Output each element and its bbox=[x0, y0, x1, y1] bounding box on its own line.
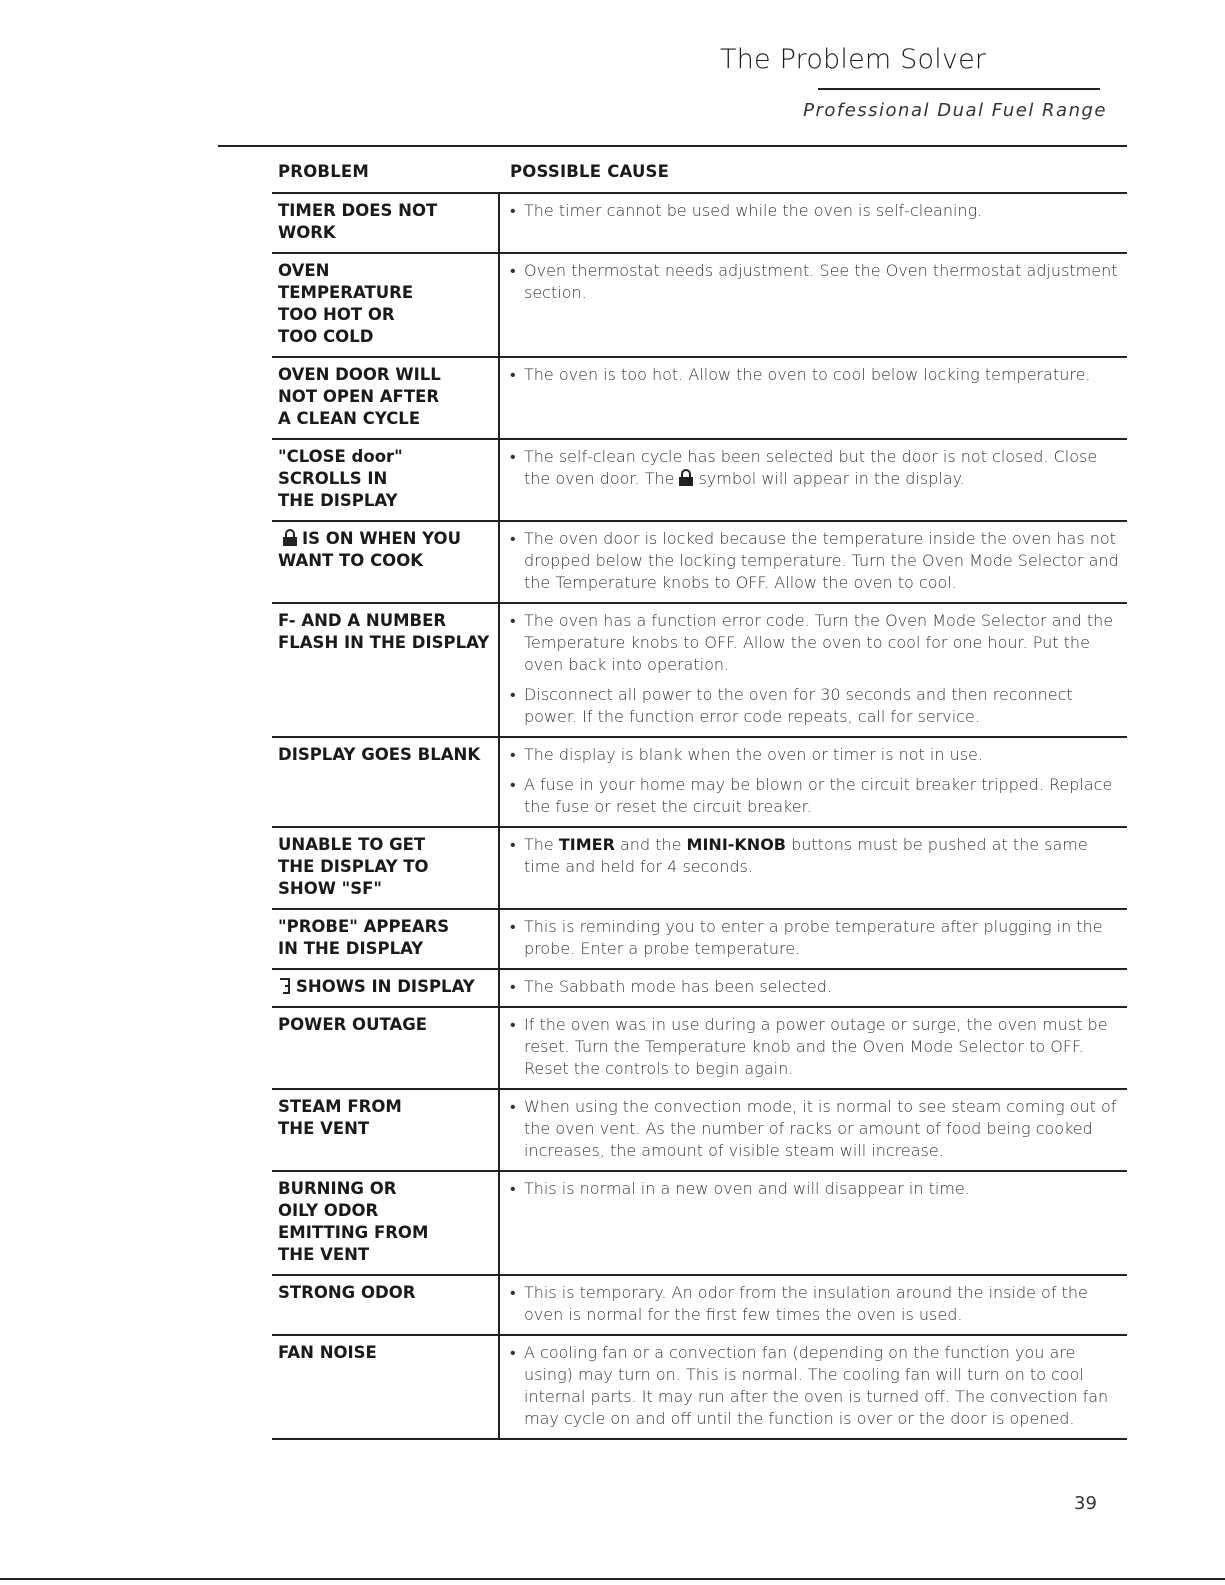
cause-cell bbox=[500, 970, 1127, 1006]
problem-cell: TIMER DOES NOT WORK bbox=[272, 194, 500, 252]
bottom-rule bbox=[0, 1578, 1225, 1580]
table-row bbox=[272, 1008, 1127, 1090]
cause-item: • The Sabbath mode has been selected. bbox=[510, 976, 1127, 998]
cause-cell bbox=[500, 1276, 1127, 1334]
cause-item: • This is reminding you to enter a probe temperature after plugging in the probe. Enter a probe temperature. bbox=[510, 916, 1127, 960]
cause-item: • A fuse in your home may be blown or the circuit breaker tripped. Replace the fuse or reset the circuit breaker. bbox=[510, 774, 1127, 818]
cause-item: • The timer cannot be used while the oven is self-cleaning. bbox=[510, 200, 1127, 222]
cause-item bbox=[510, 446, 1127, 490]
cause-item: • If the oven was in use during a power outage or surge, the oven must be reset. Turn the Temperature knob and the Oven Mode Selector to OFF. Reset the controls to begin again. bbox=[510, 1014, 1127, 1080]
table-row bbox=[272, 604, 1127, 738]
cause-item: • This is temporary. An odor from the insulation around the inside of the oven is normal for the first few times the oven is used. bbox=[510, 1282, 1127, 1326]
page-number: 39 bbox=[1074, 1493, 1097, 1514]
cause-item: • Oven thermostat needs adjustment. See the Oven thermostat adjustment section. bbox=[510, 260, 1127, 304]
table-row bbox=[272, 738, 1127, 828]
problem-cell: STRONG ODOR bbox=[272, 1276, 500, 1334]
table-row bbox=[272, 1172, 1127, 1276]
problem-cell: "PROBE" APPEARS IN THE DISPLAY bbox=[272, 910, 500, 968]
cause-cell bbox=[500, 910, 1127, 968]
table-row bbox=[272, 440, 1127, 522]
page-subtitle: Professional Dual Fuel Range bbox=[803, 100, 1107, 121]
page-title: The Problem Solver bbox=[720, 44, 987, 75]
problem-cell: POWER OUTAGE bbox=[272, 1008, 500, 1088]
cause-cell bbox=[500, 1336, 1127, 1438]
sabbath-icon bbox=[278, 976, 292, 996]
table-row bbox=[272, 254, 1127, 358]
problem-cell: OVEN TEMPERATURE TOO HOT OR TOO COLD bbox=[272, 254, 500, 356]
cause-item: • When using the convection mode, it is normal to see steam coming out of the oven vent. As the number of racks or amount of food being cooked increases, the amount of visible steam will increase. bbox=[510, 1096, 1127, 1162]
cause-cell bbox=[500, 604, 1127, 736]
cause-item: • The oven is too hot. Allow the oven to cool below locking temperature. bbox=[510, 364, 1127, 386]
cause-item: • Disconnect all power to the oven for 30 seconds and then reconnect power. If the function error code repeats, call for service. bbox=[510, 684, 1127, 728]
table-row bbox=[272, 194, 1127, 254]
cause-item: • This is normal in a new oven and will disappear in time. bbox=[510, 1178, 1127, 1200]
table-row bbox=[272, 522, 1127, 604]
problem-cell: OVEN DOOR WILL NOT OPEN AFTER A CLEAN CYCLE bbox=[272, 358, 500, 438]
cause-cell bbox=[500, 358, 1127, 438]
cause-item: • A cooling fan or a convection fan (depending on the function you are using) may turn on. This is normal. The cooling fan will turn on to cool internal parts. It may run after the oven is turned off. The convection fan may cycle on and off until the function is over or the door is opened. bbox=[510, 1342, 1127, 1430]
table-row bbox=[272, 828, 1127, 910]
problem-cell: FAN NOISE bbox=[272, 1336, 500, 1438]
lock-icon bbox=[678, 469, 694, 487]
cause-cell bbox=[500, 522, 1127, 602]
problem-cell bbox=[272, 522, 500, 602]
cause-text-part: and the bbox=[620, 835, 682, 854]
problem-text: IS ON WHEN YOU WANT TO COOK bbox=[278, 529, 461, 570]
problem-cell: BURNING OR OILY ODOR EMITTING FROM THE VENT bbox=[272, 1172, 500, 1274]
problem-solver-table bbox=[272, 158, 1127, 1440]
table-row bbox=[272, 358, 1127, 440]
cause-text-part: The bbox=[524, 835, 554, 854]
problem-cell: DISPLAY GOES BLANK bbox=[272, 738, 500, 826]
table-row bbox=[272, 970, 1127, 1008]
cause-item bbox=[510, 834, 1127, 878]
table-row bbox=[272, 910, 1127, 970]
cause-item: • The display is blank when the oven or timer is not in use. bbox=[510, 744, 1127, 766]
problem-cell: STEAM FROM THE VENT bbox=[272, 1090, 500, 1170]
title-rule bbox=[818, 88, 1100, 90]
problem-cell bbox=[272, 970, 500, 1006]
problem-cell: "CLOSE door" SCROLLS IN THE DISPLAY bbox=[272, 440, 500, 520]
problem-cell: F- AND A NUMBER FLASH IN THE DISPLAY bbox=[272, 604, 500, 736]
cause-cell bbox=[500, 828, 1127, 908]
cause-text-part: The self-clean cycle has been selected but the door is not closed. Close the oven door. The bbox=[524, 447, 1098, 488]
header-rule bbox=[218, 145, 1127, 147]
mini-knob-button-name: MINI-KNOB bbox=[686, 835, 786, 854]
table-row bbox=[272, 1336, 1127, 1440]
cause-text-part: buttons must be pushed at the same time and held for 4 seconds. bbox=[524, 835, 1088, 876]
cause-cell bbox=[500, 254, 1127, 356]
problem-cell: UNABLE TO GET THE DISPLAY TO SHOW "SF" bbox=[272, 828, 500, 908]
cause-cell bbox=[500, 1172, 1127, 1274]
cause-item: • The oven has a function error code. Turn the Oven Mode Selector and the Temperature knobs to OFF. Allow the oven to cool for one hour. Put the oven back into operation. bbox=[510, 610, 1127, 676]
lock-icon bbox=[282, 529, 298, 547]
cause-cell bbox=[500, 194, 1127, 252]
cause-cell bbox=[500, 440, 1127, 520]
timer-button-name: TIMER bbox=[558, 835, 615, 854]
table-row bbox=[272, 1090, 1127, 1172]
column-header-problem: PROBLEM bbox=[278, 162, 370, 181]
table-header bbox=[272, 158, 1127, 194]
cause-text-part: symbol will appear in the display. bbox=[698, 469, 965, 488]
cause-item: • The oven door is locked because the temperature inside the oven has not dropped below the locking temperature. Turn the Oven Mode Selector and the Temperature knobs to OFF. Allow the oven to cool. bbox=[510, 528, 1127, 594]
cause-cell bbox=[500, 738, 1127, 826]
column-header-cause: POSSIBLE CAUSE bbox=[510, 162, 670, 181]
table-row bbox=[272, 1276, 1127, 1336]
cause-cell bbox=[500, 1090, 1127, 1170]
cause-cell bbox=[500, 1008, 1127, 1088]
problem-text: SHOWS IN DISPLAY bbox=[296, 977, 475, 996]
